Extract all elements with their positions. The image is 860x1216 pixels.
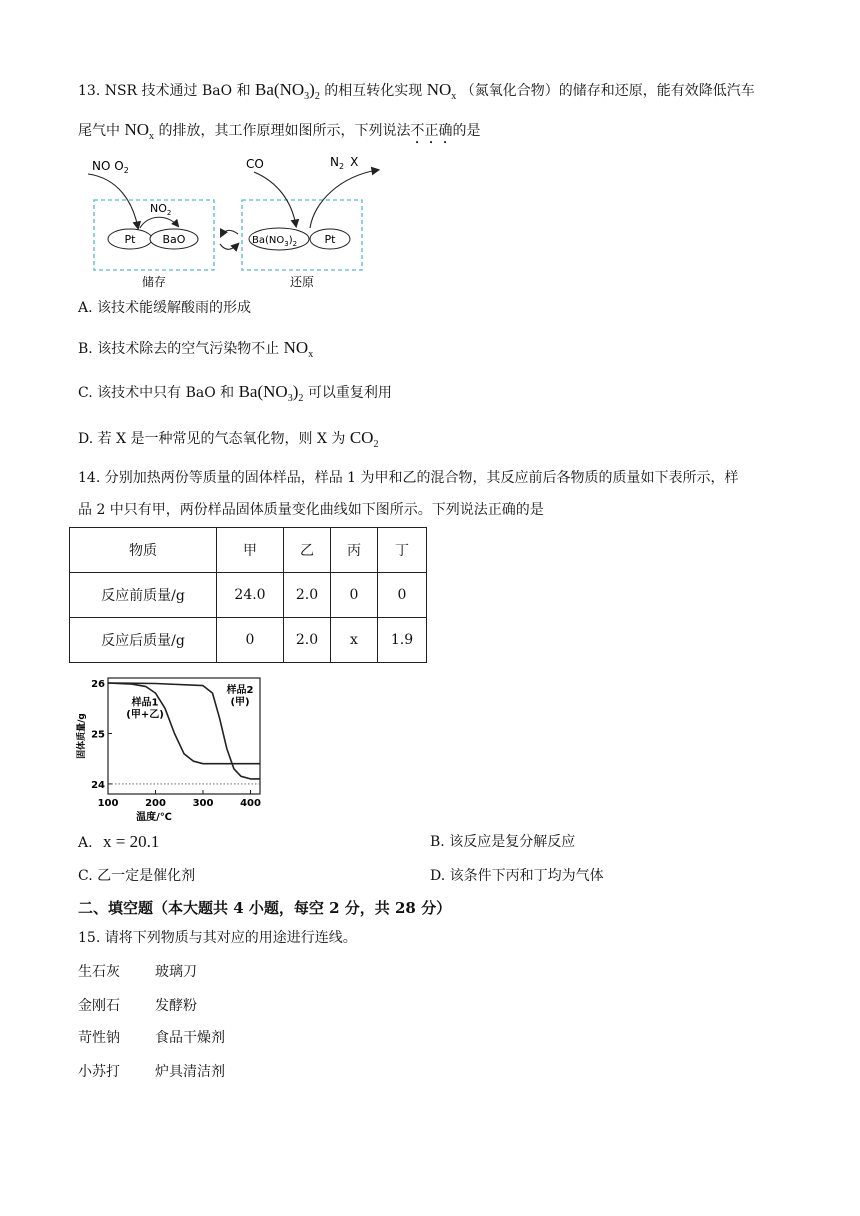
left-item[interactable]: 小苏打 (78, 1064, 120, 1080)
input-label-no-o2: NO $O_2$ (92, 159, 129, 175)
option-text: A. (78, 835, 93, 851)
option-text: C. 该技术中只有 BaO 和 (78, 385, 235, 401)
co2-formula (349, 428, 379, 450)
q13-text: 的排放，其工作原理如图所示，下列说法 (158, 123, 411, 139)
q14-option-b[interactable]: B. 该反应是复分解反应 (430, 834, 576, 850)
series-label-1: 样品1 (131, 697, 159, 709)
input-label-co: CO (246, 157, 264, 171)
table-header-row (70, 528, 427, 573)
table-row (70, 618, 427, 663)
bao-label: BaO (162, 233, 186, 246)
table-cell: 24.0 (217, 573, 284, 618)
q13-option-b[interactable] (78, 338, 313, 361)
subscript: 3 (304, 91, 310, 102)
storage-caption: 储存 (141, 275, 167, 289)
table-cell: 1.9 (378, 618, 427, 663)
left-item[interactable]: 金刚石 (78, 998, 120, 1014)
no-symbol: NO (426, 80, 452, 99)
subscript: x (149, 131, 155, 142)
q14-option-a[interactable] (78, 832, 159, 853)
ba-symbol: Ba (255, 80, 274, 99)
left-item[interactable]: 苛性钠 (78, 1030, 120, 1046)
no2-label: $NO_2$ (150, 202, 172, 217)
table-cell: 反应前质量/g (70, 573, 217, 618)
table-cell: 0 (331, 573, 378, 618)
cycle-arrow-bottom (220, 244, 238, 249)
mass-table (69, 527, 427, 663)
subscript: x (451, 91, 457, 102)
pt-label: Pt (124, 233, 136, 246)
table-header-cell: 丙 (331, 528, 378, 573)
table-header-cell: 丁 (378, 528, 427, 573)
subscript: 2 (373, 439, 379, 450)
no-symbol: NO (283, 338, 309, 357)
x-tick-label: 300 (192, 798, 214, 809)
q14-option-d[interactable]: D. 该条件下丙和丁均为气体 (430, 868, 604, 884)
right-item[interactable]: 发酵粉 (155, 998, 197, 1014)
table-row (70, 573, 427, 618)
output-label-n2-x: $N_2$ X (330, 155, 359, 171)
x-tick-label: 200 (145, 798, 166, 809)
q13-text: NSR 技术通过 BaO 和 (104, 83, 251, 99)
y-tick-label: 25 (91, 729, 105, 741)
no3-symbol: NO (279, 80, 305, 99)
option-text: 可以重复利用 (307, 385, 392, 401)
q13-number: 13. (78, 83, 101, 99)
x-axis-label: 温度/℃ (136, 812, 172, 823)
emphasis-not-correct: 不正确 (410, 123, 453, 139)
no3-symbol: NO (263, 382, 288, 401)
section-heading: 二、填空题（本大题共 4 小题，每空 2 分，共 28 分） (78, 899, 452, 917)
table-cell: 0 (217, 618, 284, 663)
q13-option-c[interactable] (78, 382, 392, 405)
y-tick-label: 26 (91, 679, 105, 691)
table-cell: 反应后质量/g (70, 618, 217, 663)
q13-option-a[interactable] (78, 298, 251, 318)
table-cell: x (331, 618, 378, 663)
q14-line2: 品 2 中只有甲，两份样品固体质量变化曲线如下图所示。下列说法正确的是 (78, 502, 544, 518)
table-cell: 2.0 (284, 573, 331, 618)
ba-symbol: Ba (238, 382, 258, 401)
option-text: B. 该技术除去的空气污染物不止 (78, 341, 280, 357)
left-item[interactable]: 生石灰 (78, 964, 120, 980)
q13-text: 尾气中 (78, 123, 120, 139)
arrow-no2 (140, 217, 178, 228)
option-formula: x = 20.1 (103, 832, 160, 851)
q13-line2 (78, 120, 480, 147)
cycle-arrow-top (221, 230, 238, 236)
co-symbol: CO (349, 428, 374, 447)
q14-line1: 14. 分别加热两份等质量的固体样品，样品 1 为甲和乙的混合物，其反应前后各物质的质量如下表所示，样 (78, 470, 739, 486)
arrow-in-co (254, 172, 296, 226)
no-symbol: NO (124, 120, 150, 139)
q13-line1 (78, 80, 755, 103)
subscript: x (308, 349, 314, 360)
pt2-label: Pt (324, 233, 336, 246)
table-cell: 0 (378, 573, 427, 618)
y-tick-label: 24 (91, 779, 105, 791)
q13-text: 的相互转化实现 (324, 83, 423, 99)
q14-option-c[interactable]: C. 乙一定是催化剂 (78, 868, 196, 884)
reduction-caption: 还原 (289, 275, 315, 289)
right-item[interactable]: 食品干燥剂 (155, 1030, 225, 1046)
q13-text: 的是 (452, 123, 481, 139)
right-item[interactable]: 玻璃刀 (155, 964, 197, 980)
arrow-in-left (88, 174, 138, 228)
subscript: 2 (314, 91, 320, 102)
nsr-diagram (78, 152, 398, 292)
subscript: 3 (287, 393, 293, 404)
q13-option-d[interactable] (78, 428, 378, 451)
x-tick-label: 400 (240, 798, 261, 809)
table-header-cell: 甲 (217, 528, 284, 573)
table-cell: 2.0 (284, 618, 331, 663)
series-label-1-sub: (甲+乙) (126, 709, 164, 721)
x-tick-label: 100 (97, 798, 119, 809)
table-header-cell: 乙 (284, 528, 331, 573)
nox-formula (124, 120, 155, 142)
q13-text: （氮氧化合物）的储存和还原，能有效降低汽车 (460, 83, 755, 99)
right-item[interactable]: 炉具清洁剂 (155, 1064, 225, 1080)
table-header-cell: 物质 (70, 528, 217, 573)
subscript: 2 (298, 393, 304, 404)
option-text: D. 若 X 是一种常见的气态氧化物，则 X 为 (78, 431, 346, 447)
y-axis-label: 固体质量/g (77, 713, 87, 759)
nox-formula (426, 80, 457, 102)
option-text: A. 该技术能缓解酸雨的形成 (78, 300, 252, 316)
series-label-2-sub: (甲) (230, 697, 250, 709)
ba-no3-2-formula: $Ba(NO_3)_2$ (255, 80, 320, 102)
series-label-2: 样品2 (226, 685, 254, 697)
ba-no3-label: $Ba(NO_3)_2$ (252, 235, 298, 248)
mass-temperature-chart (74, 672, 274, 824)
nox-formula (283, 338, 314, 360)
q15-stem: 15. 请将下列物质与其对应的用途进行连线。 (78, 930, 357, 946)
ba-no3-2-formula: $Ba(NO_3)_2$ (238, 382, 304, 404)
arrow-out (310, 170, 378, 228)
